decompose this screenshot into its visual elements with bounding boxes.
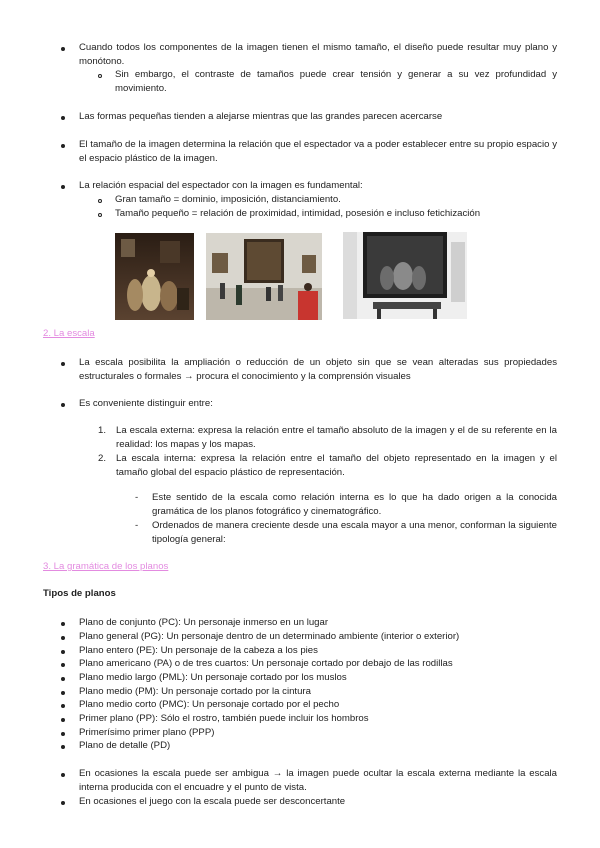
bullet (61, 144, 65, 148)
painting-photo-1 (115, 233, 194, 320)
list-item: En ocasiones el juego con la escala puede ser desconcertante (79, 796, 346, 807)
bullet (61, 185, 65, 189)
list-item: Plano de detalle (PD) (79, 740, 171, 751)
museum-bw-photo (343, 232, 467, 319)
list-item: La relación espacial del espectador con la imagen es fundamental: (79, 180, 363, 191)
dash-item: Este sentido de la escala como relación interna es lo que ha dado origen a la conocida gramática de los planos fotográfico y cinematográfico. (152, 492, 557, 517)
bullet (61, 663, 65, 667)
list-item: Primerísimo primer plano (PPP) (79, 727, 215, 738)
bullet (61, 47, 65, 51)
bullet (61, 636, 65, 640)
bullet (61, 745, 65, 749)
dash-marker: - (135, 492, 139, 503)
list-item: Plano medio (PM): Un personaje cortado por la cintura (79, 686, 311, 697)
list-item: Plano entero (PE): Un personaje de la cabeza a los pies (79, 645, 318, 656)
bullet (61, 677, 65, 681)
bullet (61, 650, 65, 654)
list-item: En ocasiones la escala puede ser ambigua → la imagen puede ocultar la escala externa mediante la escala interna producida con el encuadre y el punto de vista. (79, 768, 557, 793)
bullet (61, 732, 65, 736)
bullet (61, 773, 65, 777)
bullet (61, 622, 65, 626)
bullet (61, 691, 65, 695)
numbered-item: La escala interna: expresa la relación entre el tamaño del objeto representado en la imagen y el tamaño global del espacio plástico de representación. (116, 453, 557, 478)
sub-bullet (98, 213, 102, 217)
list-item: El tamaño de la imagen determina la relación que el espectador va a poder establecer entre su propio espacio y el espacio plástico de la imagen. (79, 139, 557, 164)
sub-list-item: Gran tamaño = dominio, imposición, distanciamiento. (115, 194, 341, 205)
section-3-heading-link[interactable]: 3. La gramática de los planos (43, 561, 169, 572)
section-2-heading-link[interactable]: 2. La escala (43, 328, 95, 339)
bullet (61, 362, 65, 366)
sub-list-item: Sin embargo, el contraste de tamaños puede crear tensión y generar a su vez profundidad y movimiento. (115, 69, 557, 94)
list-item: Plano medio largo (PML): Un personaje cortado por los muslos (79, 672, 347, 683)
sub-list-item: Tamaño pequeño = relación de proximidad, intimidad, posesión e incluso fetichización (115, 208, 481, 219)
list-item: Plano general (PG): Un personaje dentro de un determinado ambiente (interior o exterior) (79, 631, 460, 642)
list-item: Plano americano (PA) o de tres cuartos: Un personaje cortado por debajo de las rodillas (79, 658, 453, 669)
list-item: Cuando todos los componentes de la imagen tienen el mismo tamaño, el diseño puede resultar muy plano y monótono. (79, 42, 557, 67)
museum-photo (206, 233, 322, 320)
list-item: Plano medio corto (PMC): Un personaje cortado por el pecho (79, 699, 340, 710)
list-number: 1. (98, 425, 107, 436)
numbered-item: La escala externa: expresa la relación entre el tamaño absoluto de la imagen y el de su referente en la realidad: los mapas y los mapas. (116, 425, 557, 450)
list-item: La escala posibilita la ampliación o reducción de un objeto sin que se vean alteradas sus propiedades estructurales o formales → procura el conocimiento y la comprensión visuales (79, 357, 557, 382)
list-item: Es conveniente distinguir entre: (79, 398, 213, 409)
list-item: Las formas pequeñas tienden a alejarse mientras que las grandes parecen acercarse (79, 111, 443, 122)
list-item: Plano de conjunto (PC): Un personaje inmerso en un lugar (79, 617, 329, 628)
bullet (61, 704, 65, 708)
bullet (61, 116, 65, 120)
bullet (61, 403, 65, 407)
dash-item: Ordenados de manera creciente desde una escala mayor a una menor, conforman la siguiente tipología general: (152, 520, 557, 545)
list-item: Primer plano (PP): Sólo el rostro, también puede incluir los hombros (79, 713, 369, 724)
sub-bullet (98, 199, 102, 203)
dash-marker: - (135, 520, 139, 531)
subheading: Tipos de planos (43, 588, 116, 599)
bullet (61, 718, 65, 722)
bullet (61, 801, 65, 805)
sub-bullet (98, 74, 102, 78)
list-number: 2. (98, 453, 107, 464)
